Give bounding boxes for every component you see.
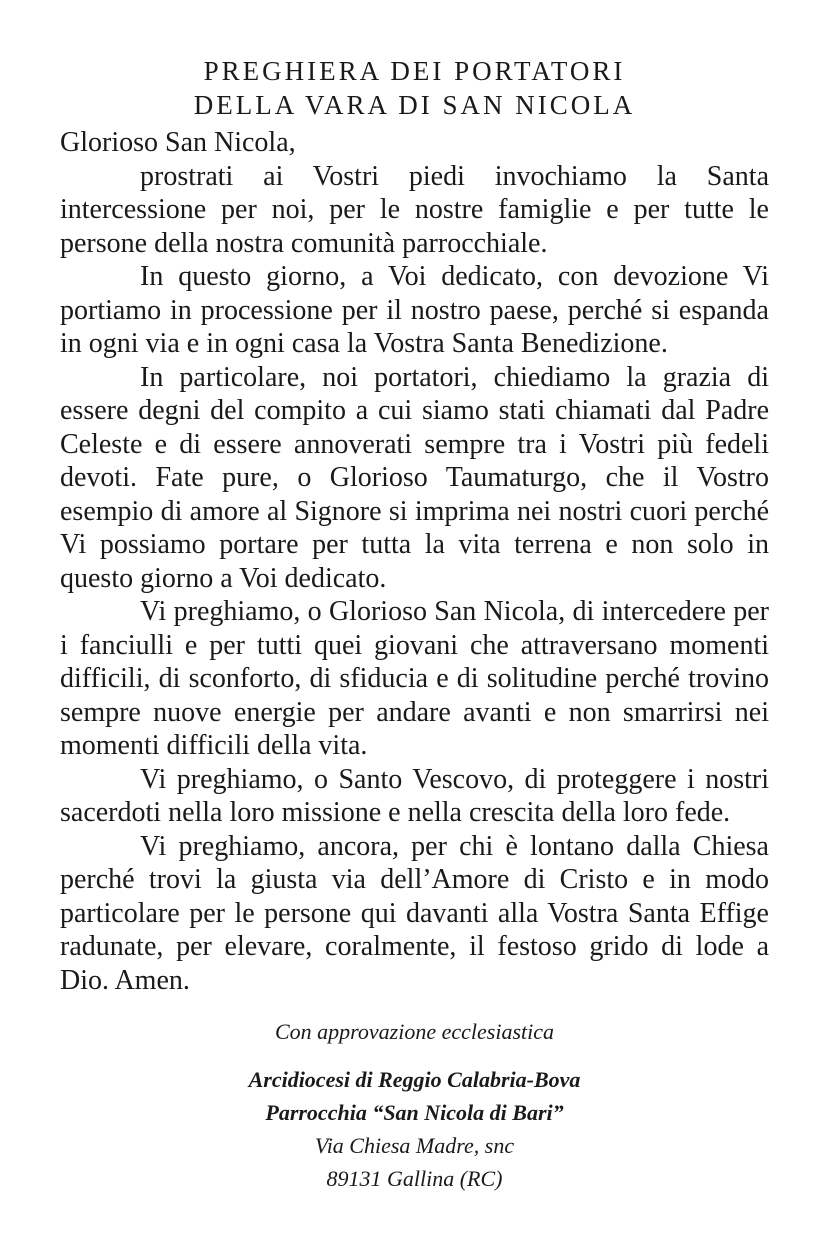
paragraph-2: In questo giorno, a Voi dedicato, con devozione Vi portiamo in processione per il nostro paese, perché si espanda in ogni via e in ogni casa la Vostra Santa Benedizione. — [60, 261, 769, 359]
paragraph-3: In particolare, noi portatori, chiediamo la grazia di essere degni del compito a cui siamo stati chiamati dal Padre Celeste e di essere annoverati sempre tra i Vostri più fedeli devoti. Fate pure, o Glorioso Taumaturgo, che il Vostro esempio di amore al Signore si imprima nei nostri cuori perché Vi possiamo portare per tutta la vita terrena e non solo in questo giorno a Voi dedicato. — [60, 361, 769, 594]
parish-city: 89131 Gallina (RC) — [326, 1166, 503, 1191]
paragraph-4: Vi preghiamo, o Glorioso San Nicola, di intercedere per i fanciulli e per tutti quei giovani che attraversano momenti difficili, di sconforto, di sfiducia e di solitudine perché trovino sempre nuove energie per andare avanti e non smarrirsi nei momenti difficili della vita. — [60, 596, 769, 761]
parish-name: Parrocchia “San Nicola di Bari” — [265, 1100, 564, 1125]
salutation: Glorioso San Nicola, — [60, 127, 296, 158]
title-line-1: PREGHIERA DEI PORTATORI — [203, 56, 626, 86]
paragraph-5: Vi preghiamo, o Santo Vescovo, di proteggere i nostri sacerdoti nella loro missione e nella crescita della loro fede. — [60, 763, 769, 828]
diocese-name: Arcidiocesi di Reggio Calabria-Bova — [248, 1067, 581, 1092]
approval-note: Con approvazione ecclesiastica — [274, 1019, 555, 1044]
title-line-2: DELLA VARA DI SAN NICOLA — [193, 90, 636, 120]
parish-address: Via Chiesa Madre, snc — [314, 1133, 515, 1158]
prayer-body — [60, 126, 769, 997]
paragraph-6: Vi preghiamo, ancora, per chi è lontano dalla Chiesa perché trovi la giusta via dell’Amore di Cristo e in modo particolare per le persone qui davanti alla Vostra Santa Effige radunate, per elevare, coralmente, il festoso grido di lode a Dio. Amen. — [60, 830, 769, 996]
paragraph-1: prostrati ai Vostri piedi invochiamo la Santa intercessione per noi, per le nostre famiglie e per tutte le persone della nostra comunità parrocchiale. — [60, 160, 769, 259]
footer — [60, 1019, 769, 1195]
prayer-title — [60, 54, 769, 122]
